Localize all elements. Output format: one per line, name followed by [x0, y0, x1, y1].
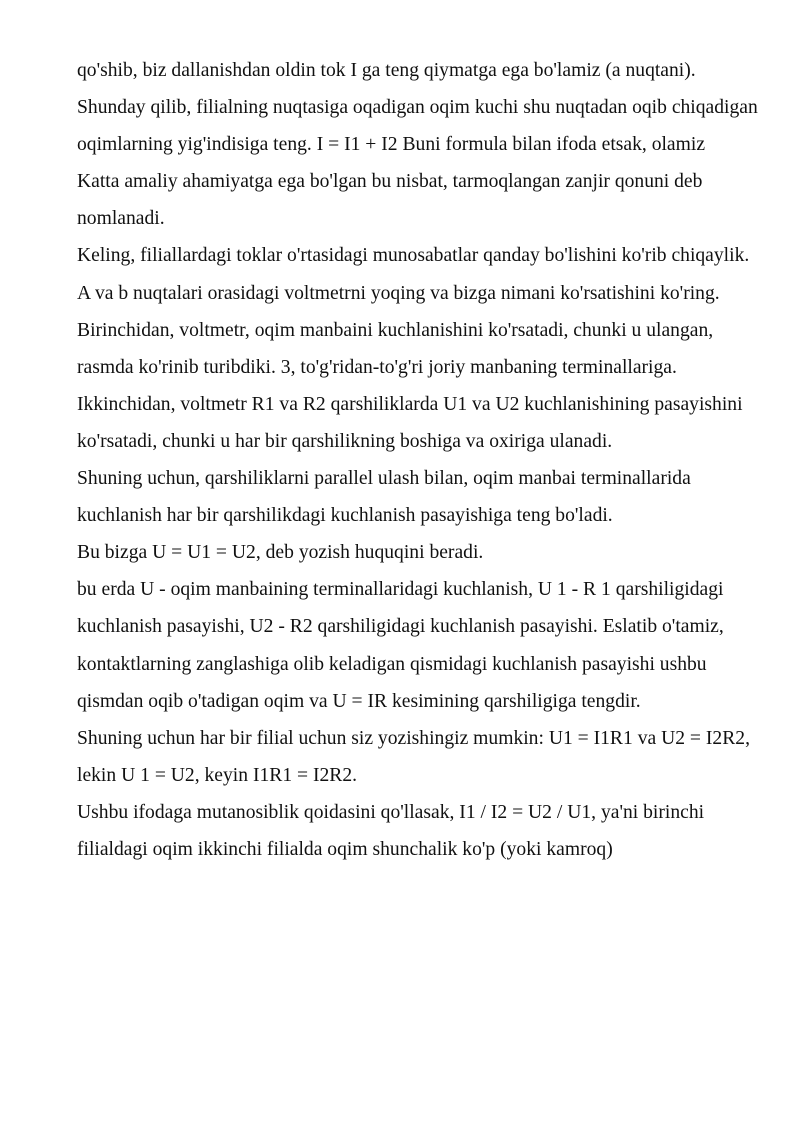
document-body [77, 52, 767, 868]
paragraph: bu erda U - oqim manbaining terminallaridagi kuchlanish, U 1 - R 1 qarshiligidagi kuchlanish pasayishi, U2 - R2 qarshiligidagi kuchlanish pasayishi. Eslatib o'tamiz, kontaktlarning zanglashiga olib keladigan qismidagi kuchlanish pasayishi ushbu qismdan oqib o'tadigan oqim va U = IR kesimining qarshiligiga tengdir. [77, 579, 724, 712]
paragraph: Shuning uchun, qarshiliklarni parallel ulash bilan, oqim manbai terminallarida kuchlanish har bir qarshilikdagi kuchlanish pasayishiga teng bo'ladi. [77, 468, 691, 527]
paragraph: A va b nuqtalari orasidagi voltmetrni yoqing va bizga nimani ko'rsatishini ko'ring. Birinchidan, voltmetr, oqim manbaini kuchlanishini ko'rsatadi, chunki u ulangan, rasmda ko'rinib turibdiki. 3, to'g'ridan-to'g'ri joriy manbaning terminallariga. Ikkinchidan, voltmetr R1 va R2 qarshiliklarda U1 va U2 kuchlanishining pasayishini ko'rsatadi, chunki u har bir qarshilikning boshiga va oxiriga ulanadi. [77, 282, 743, 452]
paragraph: Keling, filiallardagi toklar o'rtasidagi munosabatlar qanday bo'lishini ko'rib chiqaylik. [77, 245, 750, 267]
paragraph: Bu bizga U = U1 = U2, deb yozish huquqini beradi. [77, 542, 484, 564]
paragraph: qo'shib, biz dallanishdan oldin tok I ga teng qiymatga ega bo'lamiz (a nuqtani). [77, 60, 696, 81]
paragraph: Shunday qilib, filialning nuqtasiga oqadigan oqim kuchi shu nuqtadan oqib chiqadigan oqimlarning yig'indisiga teng. I = I1 + I2 Buni formula bilan ifoda etsak, olamiz [77, 97, 758, 156]
paragraph: Katta amaliy ahamiyatga ega bo'lgan bu nisbat, tarmoqlangan zanjir qonuni deb nomlanadi. [77, 171, 703, 230]
paragraph: Ushbu ifodaga mutanosiblik qoidasini qo'llasak, I1 / I2 = U2 / U1, ya'ni birinchi filialdagi oqim ikkinchi filialda oqim shunchalik ko'p (yoki kamroq) [77, 801, 705, 860]
paragraph: Shuning uchun har bir filial uchun siz yozishingiz mumkin: U1 = I1R1 va U2 = I2R2, lekin U 1 = U2, keyin I1R1 = I2R2. [77, 727, 750, 786]
